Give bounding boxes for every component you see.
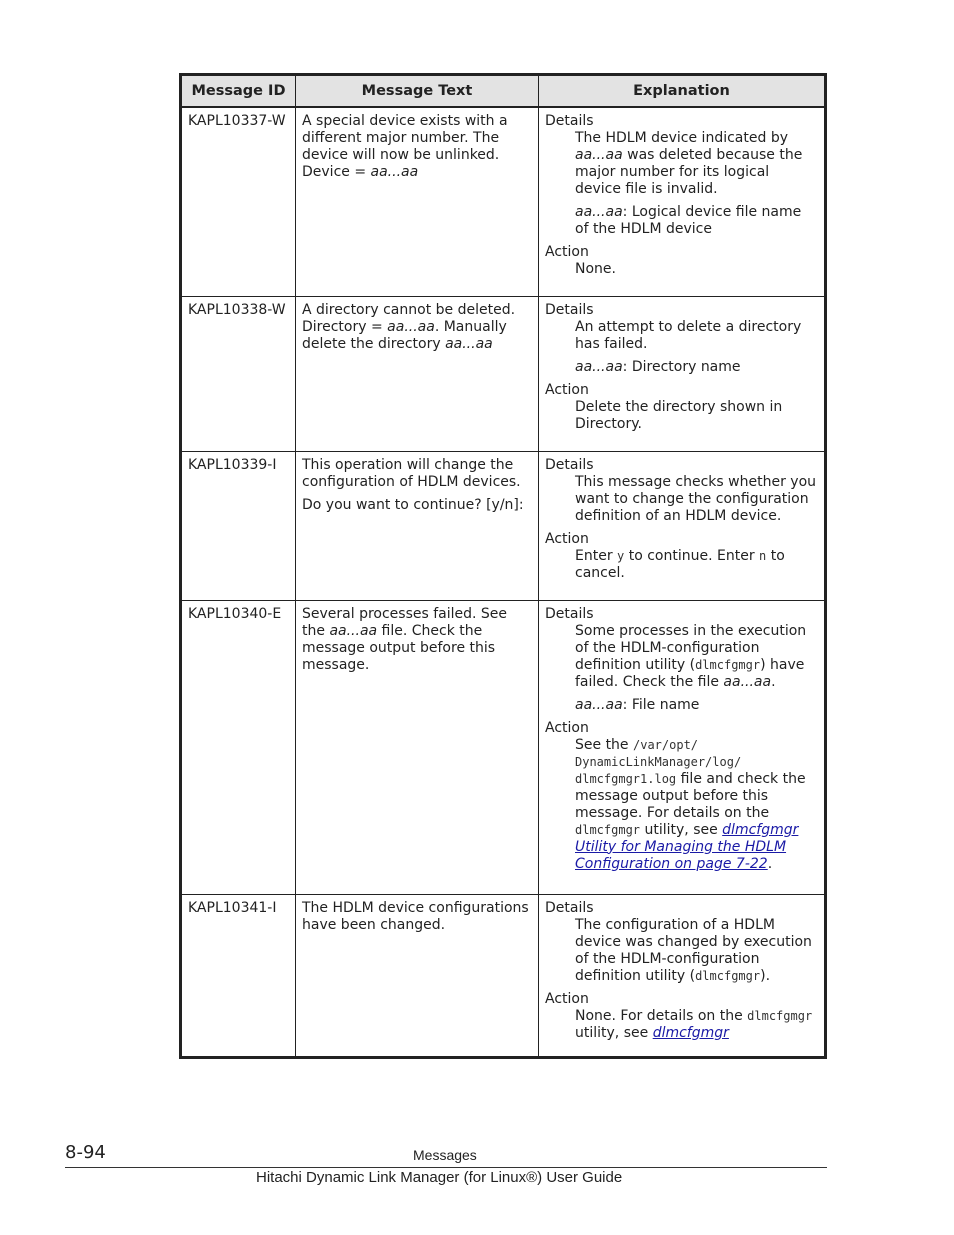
action-body: None. [575, 261, 616, 277]
message-table [179, 73, 827, 1059]
action-label: Action [545, 530, 589, 547]
table-row [181, 296, 826, 451]
header-message-id: Message ID [181, 75, 296, 108]
details-label: Details [545, 113, 594, 129]
book-title: Hitachi Dynamic Link Manager (for Linux®) User Guide [256, 1169, 623, 1186]
details-label: Details [545, 456, 594, 473]
cross-reference-link[interactable]: dlmcfgmgr [652, 1024, 729, 1041]
action-body: See the /var/opt/ DynamicLinkManager/log/ dlmcfgmgr1.log file and check the message output before this message. For details on the dlmcfgmgr utility, see dlmcfgmgr Utility for Managing the HDLM Configuration on page 7-22. [575, 736, 806, 872]
table-row [181, 451, 826, 600]
chapter-title: Messages [413, 1147, 477, 1163]
action-body: Enter y to continue. Enter n to cancel. [575, 547, 785, 581]
explanation [539, 600, 826, 894]
explanation [539, 451, 826, 600]
table-row [181, 107, 826, 296]
message-text: The HDLM device configurations have been changed. [296, 894, 539, 1057]
explanation [539, 107, 826, 296]
message-text: A special device exists with a different major number. The device will now be unlinked. Device = aa...aa [296, 107, 539, 296]
footer-divider [65, 1167, 827, 1168]
message-id: KAPL10337-W [181, 107, 296, 296]
details-body: This message checks whether you want to change the configuration definition of an HDLM device. [575, 473, 817, 524]
table-header-row [181, 75, 826, 108]
details-body: The configuration of a HDLM device was changed by execution of the HDLM-configuration definition utility (dlmcfgmgr). [575, 916, 812, 984]
action-label: Action [545, 990, 589, 1007]
message-text: This operation will change the configuration of HDLM devices. Do you want to continue? [y/n]: [296, 451, 539, 600]
header-explanation: Explanation [539, 75, 826, 108]
action-body: Delete the directory shown in Directory. [575, 398, 783, 432]
message-text: Several processes failed. See the aa...aa file. Check the message output before this message. [296, 600, 539, 894]
details-body: The HDLM device indicated by aa...aa was deleted because the major number for its logical device file is invalid. aa...aa: Logical device file name of the HDLM device [575, 130, 803, 237]
action-label: Action [545, 719, 589, 736]
message-id: KAPL10338-W [181, 296, 296, 451]
page-number: 8-94 [65, 1142, 106, 1163]
explanation [539, 894, 826, 1057]
details-body: An attempt to delete a directory has failed. aa...aa: Directory name [575, 318, 802, 375]
message-text: A directory cannot be deleted. Directory = aa...aa. Manually delete the directory aa...aa [296, 296, 539, 451]
details-label: Details [545, 899, 594, 916]
message-id: KAPL10341-I [181, 894, 296, 1057]
action-label: Action [545, 244, 589, 260]
cross-reference-link[interactable]: dlmcfgmgr Utility for Managing the HDLM Configuration on page 7-22 [575, 821, 799, 872]
table-row [181, 600, 826, 894]
details-body: Some processes in the execution of the HDLM-configuration definition utility (dlmcfgmgr) have failed. Check the file aa...aa. aa...aa: File name [575, 622, 807, 713]
details-label: Details [545, 605, 594, 622]
message-id: KAPL10340-E [181, 600, 296, 894]
details-label: Details [545, 301, 594, 318]
action-label: Action [545, 381, 589, 398]
header-message-text: Message Text [296, 75, 539, 108]
message-id: KAPL10339-I [181, 451, 296, 600]
action-body: None. For details on the dlmcfgmgr utility, see dlmcfgmgr [575, 1007, 813, 1041]
table-row [181, 894, 826, 1057]
explanation [539, 296, 826, 451]
